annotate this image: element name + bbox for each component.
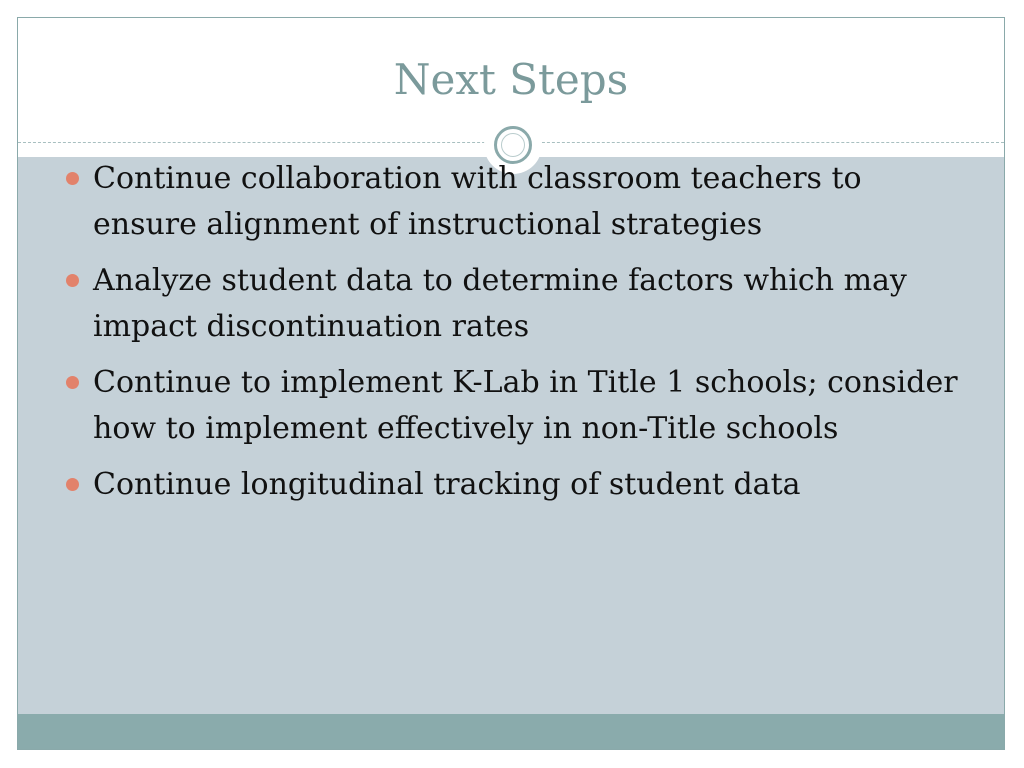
list-item — [18, 258, 958, 350]
bullet-list — [18, 156, 958, 518]
footer-bar — [18, 714, 1004, 749]
inner-ring-icon — [501, 133, 525, 157]
bullet-dot-icon — [66, 274, 79, 287]
list-item — [18, 156, 958, 248]
list-item — [18, 360, 958, 452]
bullet-dot-icon — [66, 478, 79, 491]
bullet-text: Continue collaboration with classroom teachers to ensure alignment of instructional strategies — [93, 161, 862, 242]
slide-title: Next Steps — [393, 55, 629, 104]
slide — [17, 17, 1005, 750]
bullet-text: Analyze student data to determine factors which may impact discontinuation rates — [93, 263, 907, 344]
bullet-dot-icon — [66, 376, 79, 389]
bullet-text: Continue longitudinal tracking of student data — [93, 467, 801, 502]
list-item — [18, 462, 958, 508]
bullet-text: Continue to implement K-Lab in Title 1 schools; consider how to implement effectively in non-Title schools — [93, 365, 958, 446]
bullet-dot-icon — [66, 172, 79, 185]
